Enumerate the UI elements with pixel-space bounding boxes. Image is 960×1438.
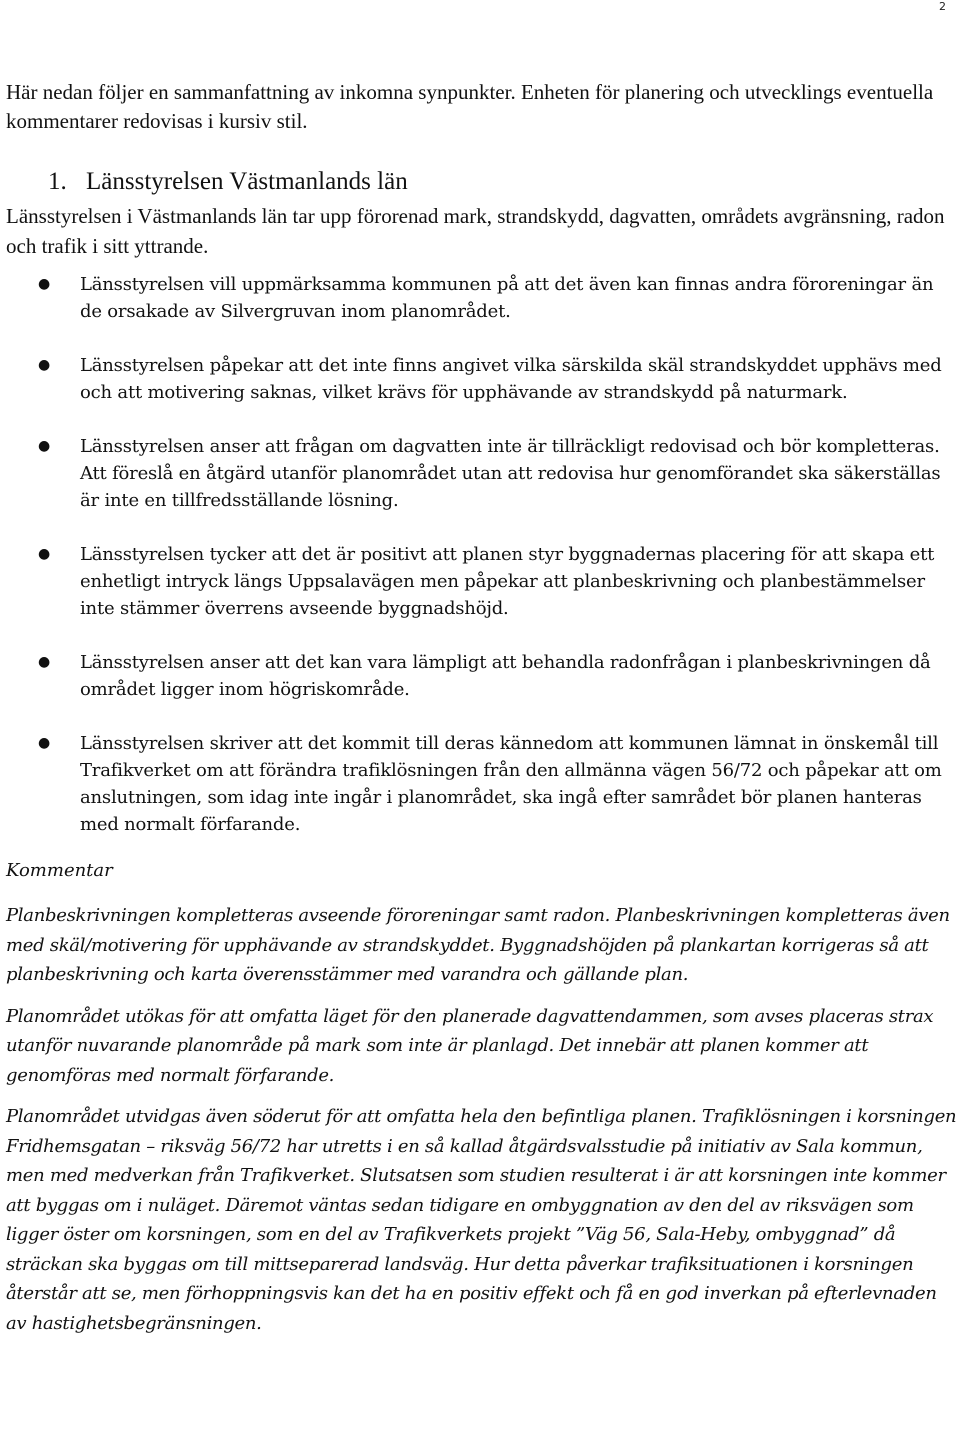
intro-paragraph: Här nedan följer en sammanfattning av inkomna synpunkter. Enheten för planering och utvecklings eventuella kommentarer redovisas i kursiv stil. bbox=[6, 80, 934, 133]
document-body bbox=[6, 78, 958, 1338]
bullet-icon: ● bbox=[38, 438, 51, 454]
point-text: Länsstyrelsen skriver att det kommit till deras kännedom att kommunen lämnat in önskemål till Trafikverket om att förändra trafiklösningen från den allmänna vägen 56/72 och påpekar att om anslutningen, som idag inte ingår i planområdet, ska ingå efter samrådet bör planen hanteras med normalt förfarande. bbox=[80, 733, 942, 835]
bullet-icon: ● bbox=[38, 546, 51, 562]
section-heading bbox=[48, 166, 958, 198]
section-summary: Länsstyrelsen i Västmanlands län tar upp förorenad mark, strandskydd, dagvatten, områdets avgränsning, radon och trafik i sitt yttrande. bbox=[6, 204, 945, 258]
comment-paragraph: Planbeskrivningen kompletteras avseende föroreningar samt radon. Planbeskrivningen kompletteras även med skäl/motivering för upphävande av strandskyddet. Byggnadshöjden på plankartan korrigeras så att planbeskrivning och karta överensstämmer med varandra och gällande plan. bbox=[6, 905, 950, 985]
comment-label: Kommentar bbox=[6, 860, 113, 881]
comment-paragraph: Planområdet utökas för att omfatta läget för den planerade dagvattendammen, som avses placeras strax utanför nuvarande planområde på mark som inte är planlagd. Det innebär att planen kommer att genomföras med normalt förfarande. bbox=[6, 1005, 934, 1086]
bullet-icon: ● bbox=[38, 357, 51, 373]
list-item bbox=[6, 352, 958, 406]
bullet-icon: ● bbox=[38, 735, 51, 751]
list-item bbox=[6, 649, 958, 703]
point-text: Länsstyrelsen anser att det kan vara lämpligt att behandla radonfrågan i planbeskrivningen då området ligger inom högriskområde. bbox=[80, 652, 931, 700]
section-title: Länsstyrelsen Västmanlands län bbox=[86, 168, 408, 195]
point-text: Länsstyrelsen tycker att det är positivt att planen styr byggnadernas placering för att skapa ett enhetligt intryck längs Uppsalavägen men påpekar att planbeskrivning och planbestämmelser inte stämmer överrens avseende byggnadshöjd. bbox=[80, 544, 935, 619]
point-text: Länsstyrelsen vill uppmärksamma kommunen på att det även kan finnas andra föroreningar än de orsakade av Silvergruvan inom planområdet. bbox=[80, 274, 934, 322]
section-number: 1. bbox=[48, 168, 67, 195]
list-item bbox=[6, 730, 958, 838]
point-text: Länsstyrelsen anser att frågan om dagvatten inte är tillräckligt redovisad och bör kompletteras. Att föreslå en åtgärd utanför planområdet utan att redovisa hur genomförandet ska säkerställas är inte en tillfredsställande lösning. bbox=[80, 436, 941, 511]
points-list bbox=[6, 271, 958, 838]
page-number: 2 bbox=[939, 0, 946, 13]
list-item bbox=[6, 433, 958, 514]
list-item bbox=[6, 271, 958, 325]
point-text: Länsstyrelsen påpekar att det inte finns angivet vilka särskilda skäl strandskyddet upphävs med och att motivering saknas, vilket krävs för upphävande av strandskydd på naturmark. bbox=[80, 355, 942, 403]
list-item bbox=[6, 541, 958, 622]
bullet-icon: ● bbox=[38, 276, 51, 292]
bullet-icon: ● bbox=[38, 654, 51, 670]
comment-paragraph: Planområdet utvidgas även söderut för att omfatta hela den befintliga planen. Trafiklösningen i korsningen Fridhemsgatan – riksväg 56/72 har utretts i en så kallad åtgärdsvalsstudie på initiativ av Sala kommun, men med medverkan från Trafikverket. Slutsatsen som studien resulterat i är att korsningen inte kommer att byggas om i nuläget. Däremot väntas sedan tidigare en ombyggnation av den del av riksvägen som ligger öster om korsningen, som en del av Trafikverkets projekt ”Väg 56, Sala-Heby, ombyggnad” då sträckan ska byggas om till mittseparerad landsväg. Hur detta påverkar trafiksituationen i korsningen återstår att se, men förhoppningsvis kan det ha en positiv effekt och få en god inverkan på efterlevnaden av hastighetsbegränsningen. bbox=[6, 1106, 957, 1334]
